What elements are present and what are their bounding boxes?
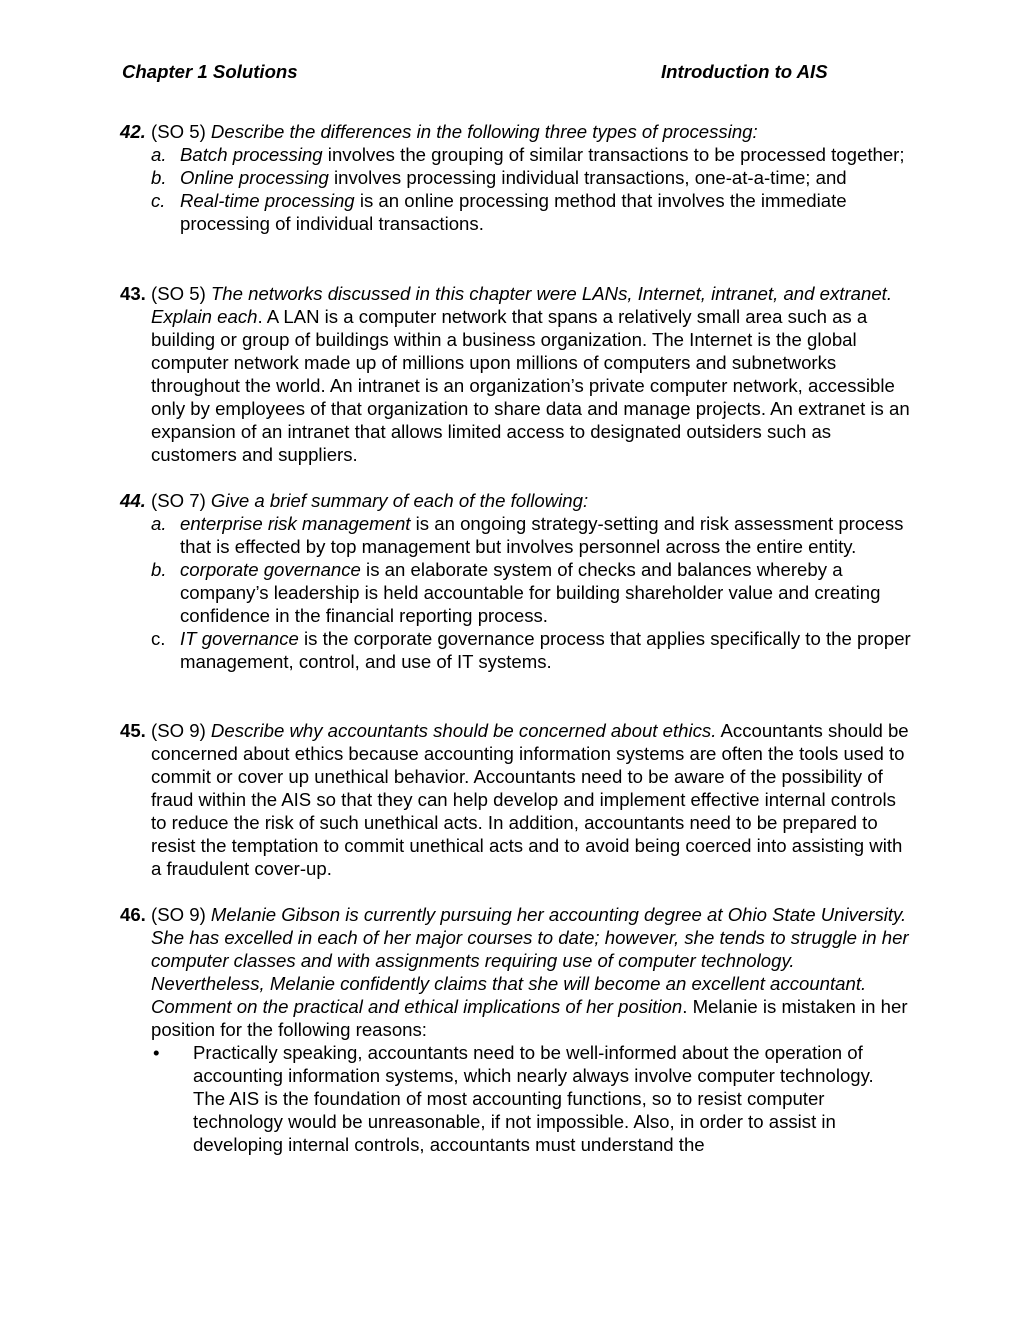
list-item — [151, 143, 911, 166]
question-prompt: Melanie Gibson is currently pursuing her accounting degree at Ohio State University. She has excelled in each of her major courses to date; however, she tends to struggle in her computer classes and with assignments requiring use of computer technology. Nevertheless, Melanie confidently claims that she will become an excellent accountant. Comment on the practical and ethical implications of her position — [151, 904, 909, 1017]
question-prompt: Describe the differences in the following three types of processing: — [210, 121, 758, 142]
question-number: 44. — [120, 490, 146, 511]
question-number: 46. — [120, 904, 146, 925]
header-chapter: Chapter 1 Solutions — [122, 61, 298, 82]
item-text: involves processing individual transactions, one-at-a-time; and — [328, 167, 847, 188]
item-term: Online processing — [180, 167, 329, 188]
item-term: IT governance — [180, 628, 299, 649]
question-body — [151, 489, 911, 673]
list-item — [151, 189, 911, 235]
question-number: 45. — [120, 720, 146, 741]
so-ref: (SO 7) — [151, 490, 211, 511]
question-body — [151, 282, 911, 466]
list-item — [151, 558, 911, 627]
item-term: Batch processing — [180, 144, 323, 165]
list-item — [151, 166, 911, 189]
item-term: corporate governance — [180, 559, 361, 580]
bullet-text: Practically speaking, accountants need to be well-informed about the operation of accounting information systems, which nearly always involve computer technology. The AIS is the foundation of most accounting functions, so to resist computer technology would be unreasonable, if not impossible. Also, in order to assist in developing internal controls, accountants must understand the — [193, 1042, 874, 1155]
question-prompt: Give a brief summary of each of the following: — [210, 490, 589, 511]
item-text: is the corporate governance process that applies specifically to the proper management, control, and use of IT systems. — [180, 628, 911, 672]
question-body — [151, 719, 911, 880]
so-ref: (SO 9) — [151, 904, 211, 925]
header-subject: Introduction to AIS — [661, 61, 828, 82]
question-body — [151, 120, 911, 235]
answer-text: . Melanie is mistaken in her position for the following reasons: — [151, 996, 908, 1040]
item-text: is an ongoing strategy-setting and risk assessment process that is effected by top management but involves personnel across the entire entity. — [180, 513, 904, 557]
item-term: enterprise risk management — [180, 513, 411, 534]
item-term: Real-time processing — [180, 190, 355, 211]
list-item — [151, 1041, 911, 1156]
item-text: is an online processing method that involves the immediate processing of individual transactions. — [180, 190, 847, 234]
item-label: a. — [151, 144, 167, 165]
question-prompt: Describe why accountants should be concerned about ethics. — [210, 720, 717, 741]
bullet-marker: • — [153, 1042, 160, 1063]
so-ref: (SO 9) — [151, 720, 211, 741]
item-text: is an elaborate system of checks and balances whereby a company’s leadership is held accountable for building shareholder value and creating confidence in the financial reporting process. — [180, 559, 881, 626]
item-text: involves the grouping of similar transactions to be processed together; — [322, 144, 905, 165]
item-label: c. — [151, 190, 166, 211]
answer-text: Accountants should be concerned about ethics because accounting information systems are often the tools used to commit or cover up unethical behavior. Accountants need to be aware of the possibility of fraud within the AIS so that they can help develop and implement effective internal controls to reduce the risk of such unethical acts. In addition, accountants need to be prepared to resist the temptation to commit unethical acts and to avoid being coerced into assisting with a fraudulent cover-up. — [151, 720, 909, 879]
answer-text: . A LAN is a computer network that spans a relatively small area such as a building or group of buildings within a business organization. The Internet is the global computer network made up of millions upon millions of computers and subnetworks throughout the world. An intranet is an organization’s private computer network, accessible only by employees of that organization to share data and manage projects. An extranet is an expansion of an intranet that allows limited access to designated outsiders such as customers and suppliers. — [151, 306, 910, 465]
question-number: 43. — [120, 283, 146, 304]
list-item — [151, 627, 911, 673]
question-body — [151, 903, 911, 1156]
list-item — [151, 512, 911, 558]
item-label: b. — [151, 559, 167, 580]
item-label: c. — [151, 628, 166, 649]
so-ref: (SO 5) — [151, 121, 211, 142]
question-number: 42. — [120, 121, 146, 142]
so-ref: (SO 5) — [151, 283, 211, 304]
question-prompt: The networks discussed in this chapter were LANs, Internet, intranet, and extranet. Explain each — [151, 283, 893, 327]
item-label: b. — [151, 167, 167, 188]
item-label: a. — [151, 513, 167, 534]
